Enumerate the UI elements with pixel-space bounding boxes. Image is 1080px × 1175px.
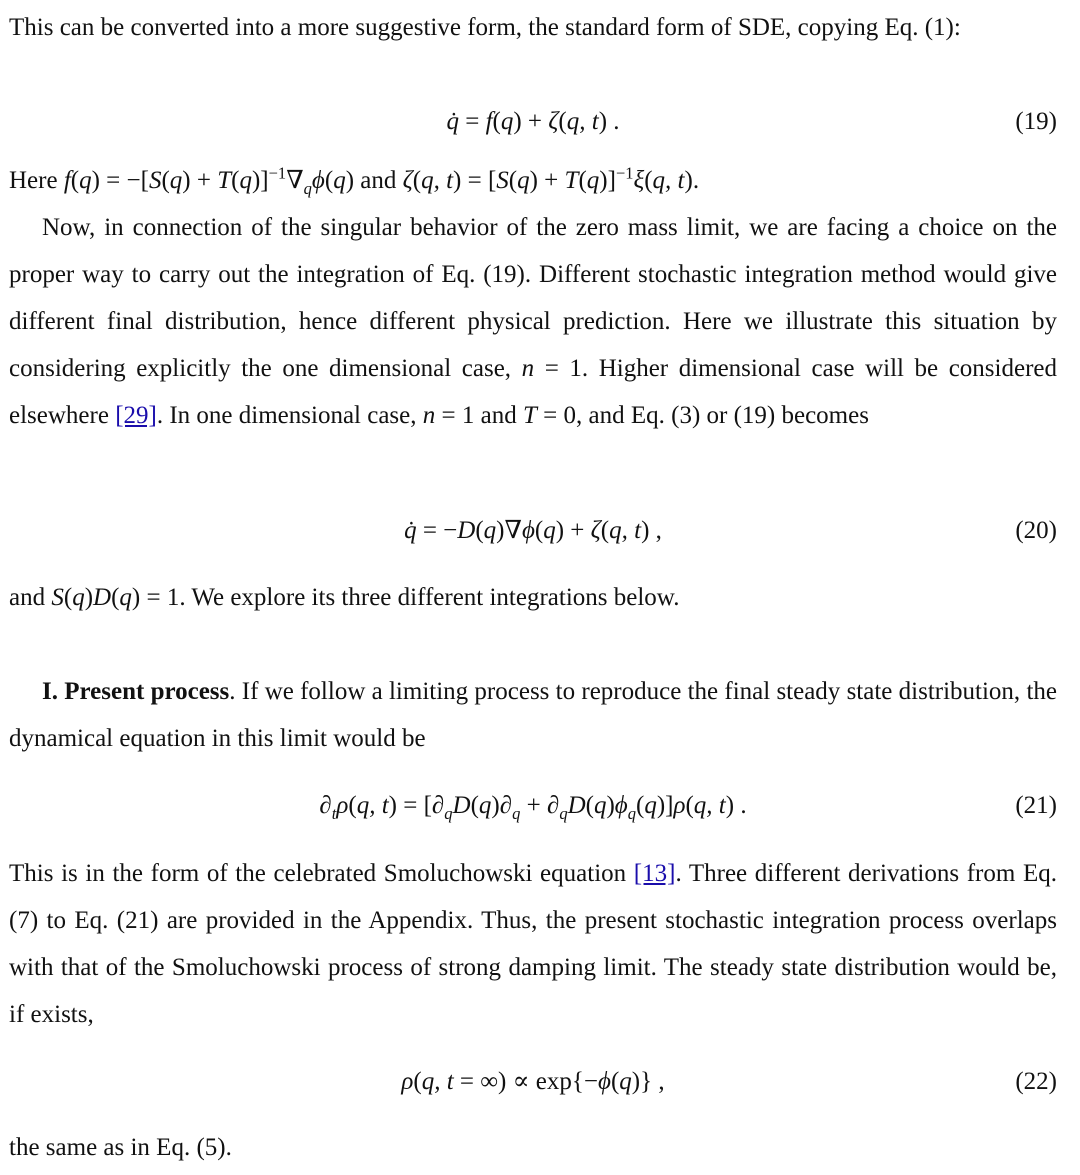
smol-text-1: This is in the form of the celebrated Smoluchowski equation	[9, 860, 634, 887]
equation-19-number: (19)	[1015, 108, 1057, 135]
here-text-b: and	[354, 167, 403, 194]
equation-19-body: q̇ = f(q) + ζ(q, t) .	[446, 108, 620, 135]
equation-21-body: $\partial_t\rho(q$, $t) = [\partial_qD(q)\partial_q + \partial_qD(q)\phi_q(q)]\rho(q$, t) .	[319, 792, 747, 823]
now-text-1: Now, in connection of the singular behavior of the zero mass limit, we are facing a choice on the proper way to carry out the integration of Eq. (19). Different stochastic integration method would give different final distribution, hence different physical prediction. Here we illustrate this situation by considering explicitly the one dimensional case,	[9, 214, 1057, 382]
present-process-text: . If we follow a limiting process to reproduce the final steady state distribution, the dynamical equation in this limit would be	[9, 678, 1057, 752]
and-text-a: and	[9, 584, 52, 611]
intro-paragraph	[9, 4, 1057, 51]
last-text: the same as in Eq. (5).	[9, 1134, 232, 1161]
now-text-3: . In one dimensional case,	[156, 402, 423, 429]
smoluchowski-paragraph	[9, 850, 1057, 1038]
last-paragraph	[9, 1124, 1057, 1171]
now-text-4: and	[474, 402, 523, 429]
equation-22-number: (22)	[1015, 1068, 1057, 1095]
and-paragraph: and S(q)D(q) = 1. We explore its three different integrations below.	[9, 584, 680, 611]
equation-20	[9, 511, 1057, 551]
here-paragraph: Here $f(q) = -[S(q) + T(q)]^{-1}\nabla_q\phi(q)$ and ζ(q, $t) = [S(q) + T(q)]^{-1}\xi(q$, t).	[9, 163, 700, 198]
intro-text: This can be converted into a more suggestive form, the standard form of SDE, copying Eq. (1):	[9, 14, 961, 41]
here-text-a: Here	[9, 167, 64, 194]
present-process-paragraph	[9, 668, 1057, 762]
citation-link-29[interactable]: [29]	[115, 402, 157, 429]
equation-19	[9, 102, 1057, 142]
now-text-2: . Higher dimensional case will be considered elsewhere	[9, 355, 1057, 429]
equation-22-body: ρ(q, t = ∞) ∝ exp{−ϕ(q)} ,	[401, 1068, 665, 1095]
and-text-b: . We explore its three different integrations below.	[179, 584, 680, 611]
equation-22	[9, 1062, 1057, 1102]
equation-21-number: (21)	[1015, 792, 1057, 819]
citation-link-13[interactable]: [13]	[633, 860, 676, 887]
equation-21	[9, 786, 1057, 826]
smol-text-2: . Three different derivations from Eq. (7) to Eq. (21) are provided in the Appendix. Thus, the present stochastic integration process overlaps with that of the Smoluchowski process of strong damping limit. The steady state distribution would be, if exists,	[9, 860, 1057, 1028]
present-process-heading: I. Present process	[42, 678, 230, 705]
now-text-5: , and Eq. (3) or (19) becomes	[576, 402, 869, 429]
equation-20-number: (20)	[1015, 517, 1057, 544]
equation-20-body: q̇ = −D(q)∇ϕ(q) + ζ(q, t) ,	[404, 517, 662, 544]
now-paragraph: Now, in connection of the singular behavior of the zero mass limit, we are facing a choice on the proper way to carry out the integration of Eq. (19). Different stochastic integration method would give different final distribution, hence different physical prediction. Here we illustrate this situation by considering explicitly the one dimensional case, n = 1. Higher dimensional case will be considered elsewhere [29]. In one dimensional case, n = 1 and T = 0, and Eq. (3) or (19) becomes	[9, 214, 1057, 429]
